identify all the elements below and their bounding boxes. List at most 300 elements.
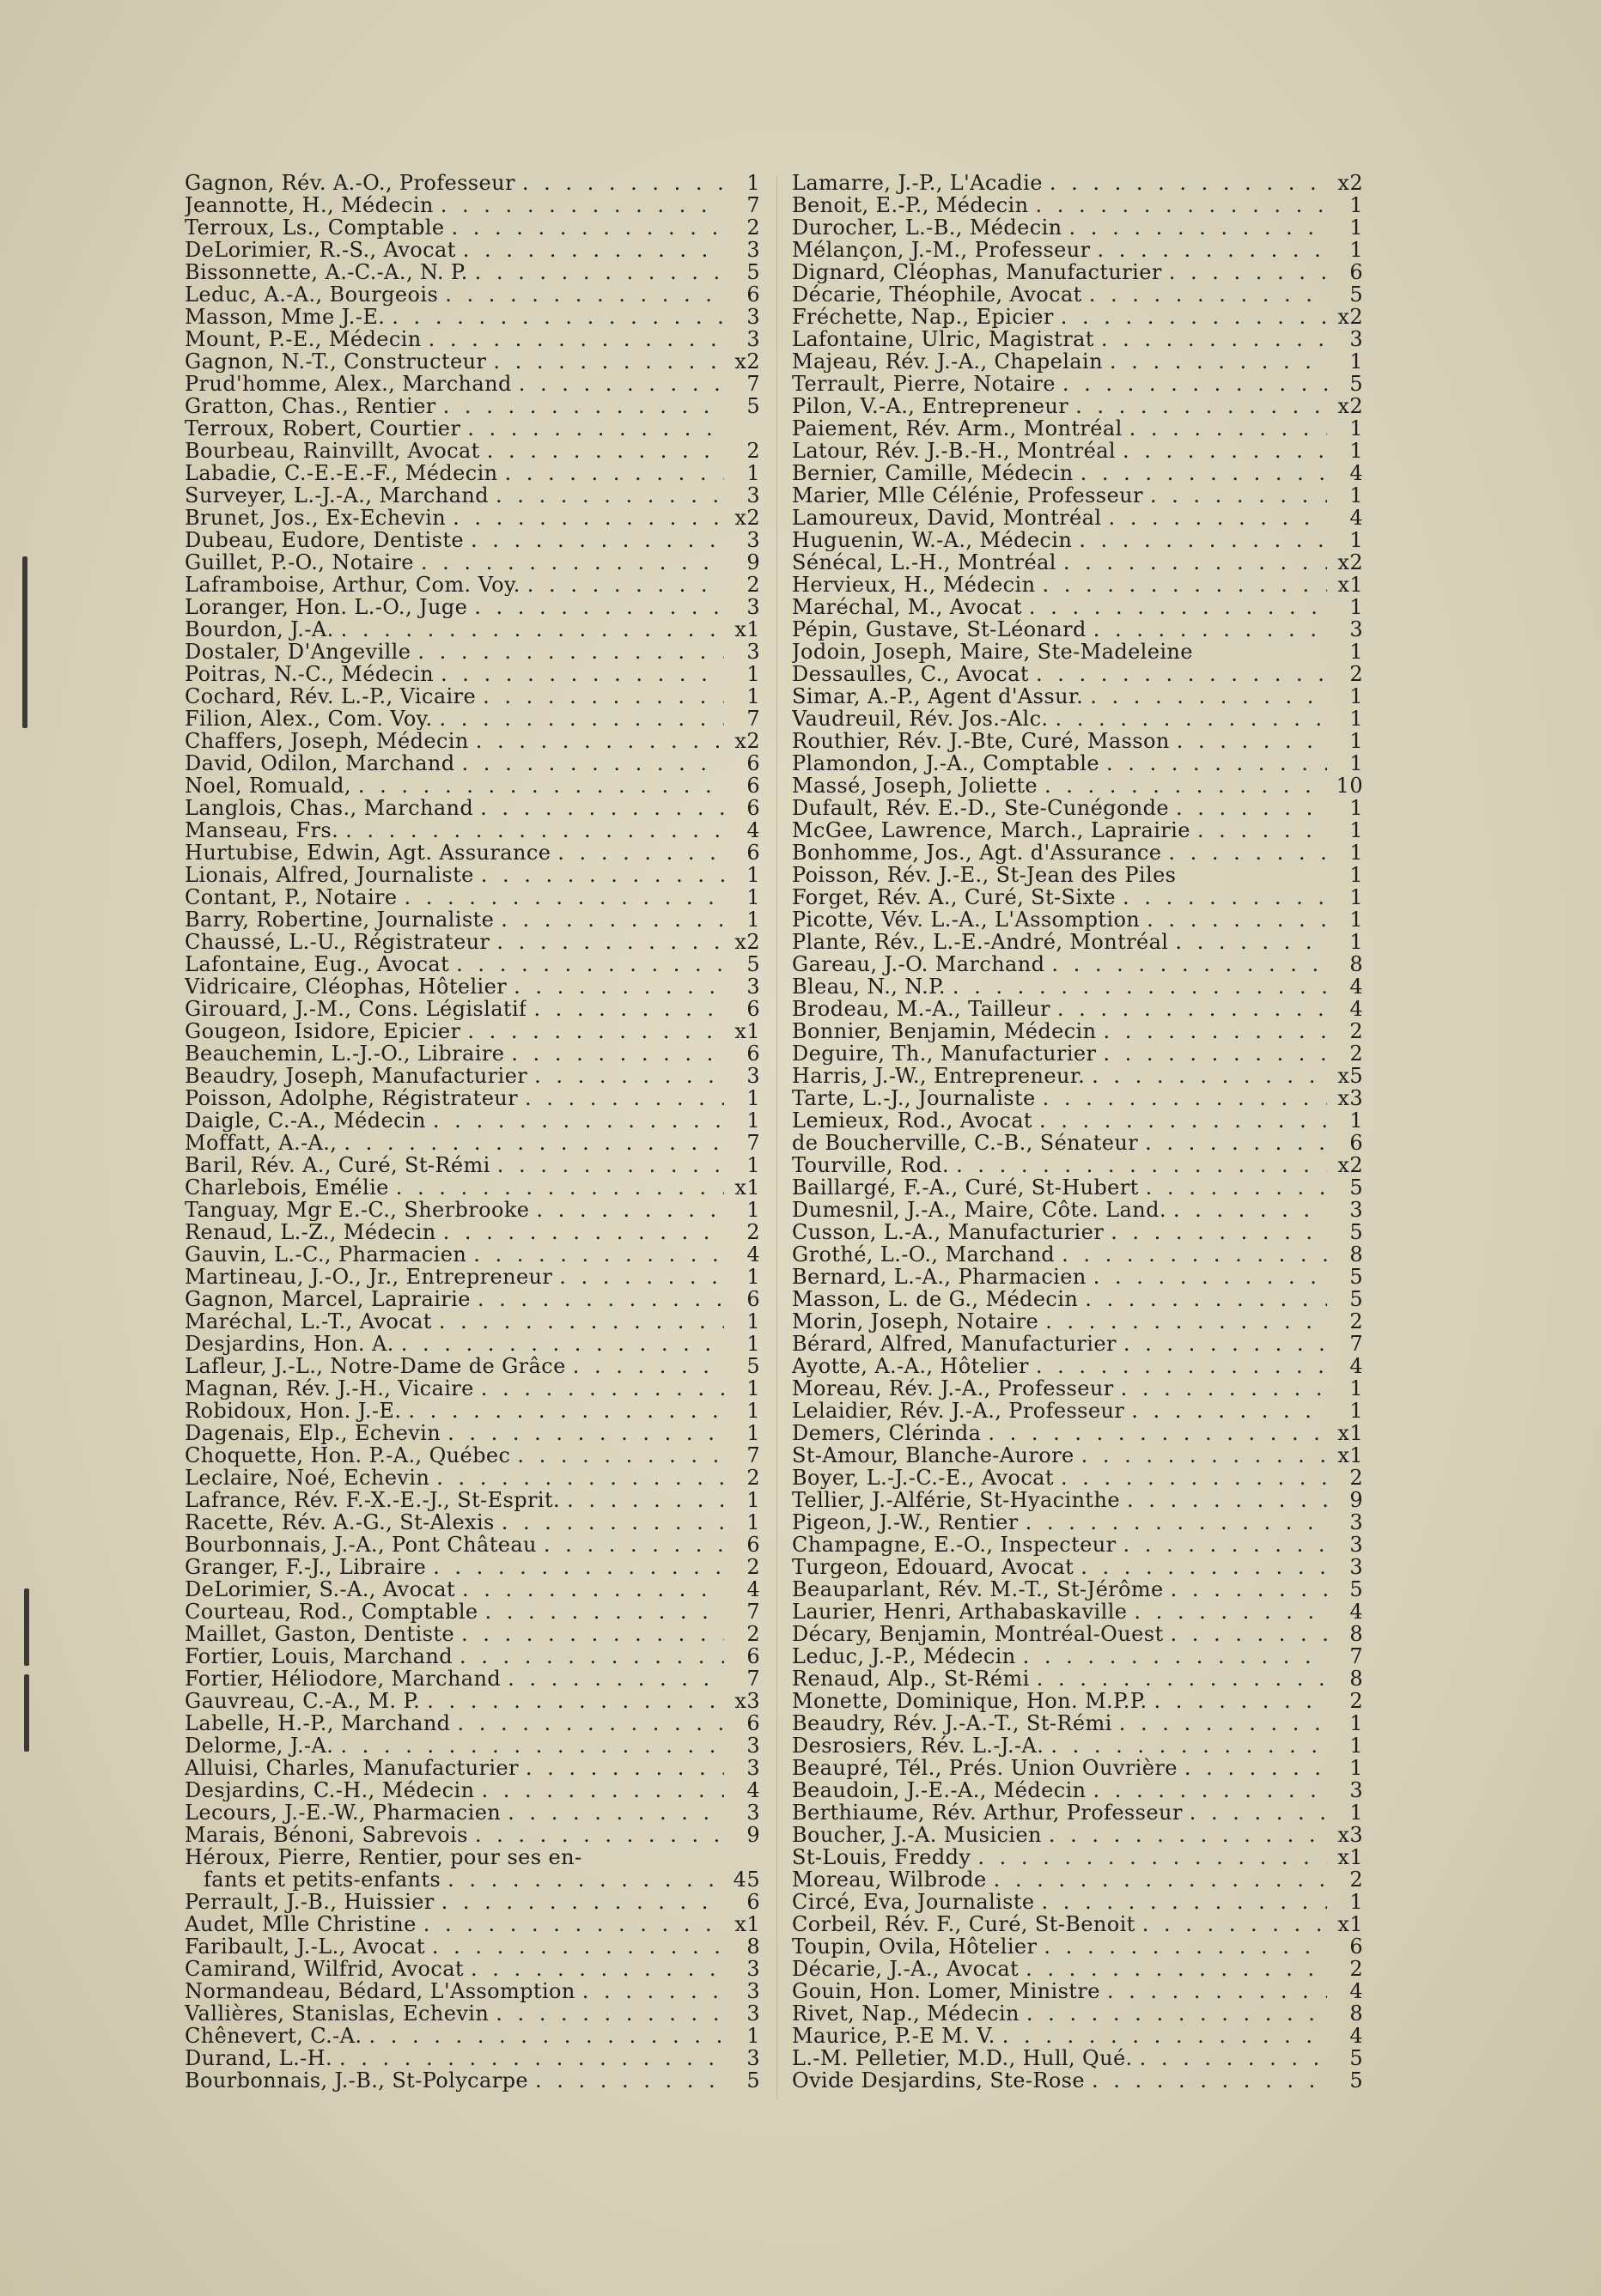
entry-name: Magnan, Rév. J.-H., Vicaire: [185, 1377, 474, 1400]
entry-value: 8: [1349, 2001, 1363, 2026]
entry-value: 3: [746, 2001, 760, 2026]
entry-name: de Boucherville, C.-B., Sénateur: [792, 1132, 1139, 1154]
entry-value: 3: [746, 1734, 760, 1758]
entry-value: 6: [746, 796, 760, 820]
entry-name: Gauvreau, C.-A., M. P.: [185, 1690, 421, 1712]
entry-name: Sénécal, L.-H., Montréal: [792, 551, 1056, 574]
entry-value: 1: [1349, 416, 1363, 440]
entry-name: Baril, Rév. A., Curé, St-Rémi: [185, 1154, 490, 1176]
dot-leader: [498, 462, 725, 484]
entry-value: 2: [746, 1220, 760, 1244]
entry-value: 4: [746, 1778, 760, 1802]
dot-leader: [1143, 484, 1327, 507]
entry-name: Moffatt, A.-A.,: [185, 1132, 338, 1154]
dot-leader: [1056, 373, 1327, 395]
dot-leader: [332, 2047, 724, 2069]
entry-name: Décarie, J.-A., Avocat: [792, 1958, 1020, 1980]
entry-name: Lecours, J.-E.-W., Pharmacien: [185, 1801, 502, 1824]
list-item: [792, 975, 1363, 998]
dot-leader: [467, 596, 724, 618]
list-item: [792, 261, 1363, 283]
entry-value: 5: [1349, 1220, 1363, 1244]
entry-value: x2: [1337, 1153, 1363, 1177]
list-item: [792, 216, 1363, 239]
entry-value: 1: [746, 1198, 760, 1222]
entry-value: 7: [746, 372, 760, 396]
list-item: [185, 1065, 760, 1087]
list-item: [792, 283, 1363, 306]
list-item: [185, 1534, 760, 1556]
entry-value: 3: [1349, 1555, 1363, 1579]
dot-leader: [1127, 1601, 1327, 1623]
entry-value: 5: [1349, 2046, 1363, 2070]
dot-leader: [473, 797, 724, 819]
entry-value: 6: [1349, 260, 1363, 284]
entry-name: Charlebois, Emélie: [185, 1176, 389, 1199]
list-item: [792, 1221, 1363, 1243]
dot-leader: [1135, 1913, 1327, 1935]
list-item: [185, 1980, 760, 2002]
entry-name: Poisson, Adolphe, Régistrateur: [185, 1087, 519, 1109]
list-item: [185, 1801, 760, 1824]
list-item: [792, 1109, 1363, 1132]
entry-value: 1: [1349, 1890, 1363, 1914]
entry-value: 8: [746, 1935, 760, 1959]
entry-name: Dagenais, Elp., Echevin: [185, 1422, 441, 1444]
entry-name: Baillargé, F.-A., Curé, St-Hubert: [792, 1176, 1139, 1199]
entry-name: Terrault, Pierre, Notaire: [792, 373, 1056, 395]
list-item: [792, 663, 1363, 685]
dot-leader: [436, 1221, 724, 1243]
entry-name: Guillet, P.-O., Notaire: [185, 551, 414, 574]
dot-leader: [426, 1556, 724, 1578]
list-item: [792, 1891, 1363, 1913]
list-item: [792, 819, 1363, 841]
list-item: [792, 2025, 1363, 2047]
list-item: [185, 1109, 760, 1132]
list-item: [185, 1310, 760, 1333]
list-item: [792, 953, 1363, 975]
list-item: [185, 1601, 760, 1623]
entry-value: 3: [746, 1957, 760, 1981]
dot-leader: [1117, 1534, 1328, 1556]
list-item: [185, 596, 760, 618]
entry-name: Massé, Joseph, Joliette: [792, 774, 1038, 797]
entry-name: Daigle, C.-A., Médecin: [185, 1109, 426, 1132]
entry-value: 1: [1349, 1734, 1363, 1758]
list-item: [792, 574, 1363, 596]
dot-leader: [1035, 574, 1327, 596]
dot-leader: [1043, 172, 1327, 194]
dot-leader: [1117, 1333, 1327, 1355]
entry-value: 3: [1349, 1533, 1363, 1557]
list-item: [185, 1667, 760, 1690]
entry-name: Loranger, Hon. L.-O., Juge: [185, 596, 468, 618]
entry-name: Leduc, J.-P., Médecin: [792, 1645, 1016, 1667]
list-item: [792, 440, 1363, 462]
dot-leader: [1124, 1400, 1327, 1422]
list-item: [792, 1757, 1363, 1779]
entry-name: Girouard, J.-M., Cons. Législatif: [185, 998, 527, 1020]
entry-name: Bissonnette, A.-C.-A., N. P.: [185, 261, 468, 283]
dot-leader: [1074, 1444, 1327, 1467]
dot-leader: [398, 886, 724, 908]
entry-name: Hurtubise, Edwin, Agt. Assurance: [185, 841, 551, 864]
list-item: [792, 1422, 1363, 1444]
entry-name: Racette, Rév. A.-G., St-Alexis: [185, 1511, 495, 1534]
entry-value: 1: [1349, 439, 1363, 463]
dot-leader: [494, 908, 724, 931]
list-item: [185, 797, 760, 819]
dot-leader: [1042, 1824, 1327, 1846]
entry-value: 5: [1349, 1265, 1363, 1289]
entry-value: 1: [1349, 885, 1363, 909]
dot-leader: [527, 998, 724, 1020]
entry-name: Gagnon, Marcel, Laprairie: [185, 1288, 471, 1310]
list-item: [185, 886, 760, 908]
entry-value: 1: [746, 863, 760, 887]
entry-value: 5: [746, 394, 760, 418]
dot-leader: [1161, 841, 1327, 864]
entry-value: x2: [1337, 171, 1363, 195]
entry-value: 8: [1349, 1667, 1363, 1691]
dot-leader: [1120, 1489, 1327, 1511]
entry-name: Huguenin, W.-A., Médecin: [792, 529, 1073, 551]
list-item: [185, 908, 760, 931]
dot-leader: [1022, 596, 1327, 618]
entry-value: 1: [1349, 707, 1363, 731]
entry-name: Ovide Desjardins, Ste-Rose: [792, 2069, 1085, 2092]
dot-leader: [495, 1511, 724, 1534]
entry-name: Chênevert, C.-A.: [185, 2025, 362, 2047]
entry-value: 3: [746, 595, 760, 619]
list-item: [185, 1891, 760, 1913]
entry-value: 1: [1349, 238, 1363, 262]
entry-value: 3: [746, 1064, 760, 1088]
entry-value: 1: [1349, 595, 1363, 619]
dot-leader: [489, 484, 724, 507]
entry-value: 1: [1349, 818, 1363, 842]
entry-value: 4: [1349, 1979, 1363, 2003]
list-item: [792, 1623, 1363, 1645]
dot-leader: [1190, 819, 1327, 841]
entry-name: Courteau, Rod., Comptable: [185, 1601, 478, 1623]
entry-name: Beaudry, Rév. J.-A.-T., St-Rémi: [792, 1712, 1112, 1734]
entry-value: 2: [746, 1622, 760, 1646]
list-item: [792, 864, 1363, 886]
dot-leader: [1162, 261, 1327, 283]
list-item: [792, 328, 1363, 350]
entry-value: 1: [1349, 216, 1363, 240]
list-item: [185, 306, 760, 328]
dot-leader: [1054, 306, 1327, 328]
dot-leader: [1019, 1511, 1327, 1534]
column-divider: [776, 176, 777, 2099]
entry-name: Gagnon, N.-T., Constructeur: [185, 350, 487, 373]
entry-name: Fortier, Héliodore, Marchand: [185, 1667, 502, 1690]
list-item: [792, 1712, 1363, 1734]
dot-leader: [444, 216, 724, 239]
entry-name: Masson, L. de G., Médecin: [792, 1288, 1079, 1310]
entry-name: Bonnier, Benjamin, Médecin: [792, 1020, 1097, 1042]
list-item: [185, 1556, 760, 1578]
list-item: [792, 1868, 1363, 1891]
dot-leader: [552, 1266, 724, 1288]
entry-value: 7: [746, 707, 760, 731]
entry-value: 2: [746, 573, 760, 597]
dot-leader: [435, 1891, 724, 1913]
dot-leader: [454, 1623, 724, 1645]
dot-leader: [1048, 708, 1327, 730]
dot-leader: [575, 1980, 724, 2002]
dot-leader: [501, 1667, 724, 1690]
dot-leader: [946, 975, 1327, 998]
entry-value: x2: [1337, 550, 1363, 574]
entry-value: 1: [746, 2024, 760, 2048]
entry-value: 1: [1349, 930, 1363, 954]
entry-value: 1: [1349, 751, 1363, 775]
dot-leader: [987, 1868, 1327, 1891]
list-item: [185, 685, 760, 708]
entry-name: Tourville, Rod.: [792, 1154, 950, 1176]
entry-value: 5: [1349, 1287, 1363, 1311]
list-item: [185, 239, 760, 261]
entry-name: Benoit, E.-P., Médecin: [792, 194, 1029, 216]
dot-leader: [1123, 417, 1327, 440]
entry-name: Labadie, C.-E.-E.-F., Médecin: [185, 462, 498, 484]
list-item: [792, 886, 1363, 908]
entry-name: Corbeil, Rév. F., Curé, St-Benoit: [792, 1913, 1135, 1935]
entry-value: 9: [746, 1823, 760, 1847]
entry-value: 5: [1349, 1175, 1363, 1200]
list-item: [185, 2047, 760, 2069]
entry-name: Majeau, Rév. J.-A., Chapelain: [792, 350, 1103, 373]
list-item: [185, 1578, 760, 1601]
dot-leader: [527, 1065, 724, 1087]
list-item: [792, 551, 1363, 574]
entry-value: 2: [1349, 1309, 1363, 1333]
dot-leader: [1170, 730, 1327, 752]
list-item: [792, 1913, 1363, 1935]
entry-value: x3: [734, 1689, 760, 1713]
list-item: [185, 1623, 760, 1645]
dot-leader: [501, 1801, 724, 1824]
entry-name: Bernard, L.-A., Pharmacien: [792, 1266, 1087, 1288]
entry-name: Cochard, Rév. L.-P., Vicaire: [185, 685, 477, 708]
dot-leader: [515, 172, 724, 194]
dot-leader: [1038, 774, 1327, 797]
entry-name: Maréchal, M., Avocat: [792, 596, 1022, 618]
list-item: [185, 1645, 760, 1667]
list-item: [792, 708, 1363, 730]
entry-value: 6: [746, 841, 760, 865]
entry-value: 4: [1349, 1354, 1363, 1378]
entry-value: 1: [1349, 349, 1363, 374]
dot-leader: [528, 2069, 724, 2092]
entry-value: 10: [1336, 774, 1363, 798]
entry-name: Laurier, Henri, Arthabaskaville: [792, 1601, 1128, 1623]
list-item: [792, 1355, 1363, 1377]
entry-name: Dessaulles, C., Avocat: [792, 663, 1029, 685]
dot-leader: [434, 194, 724, 216]
dot-leader: [1044, 953, 1327, 975]
dot-leader: [1020, 2002, 1327, 2025]
entry-name: Langlois, Chas., Marchand: [185, 797, 474, 819]
list-item: [185, 931, 760, 953]
list-item: [792, 1266, 1363, 1288]
list-item: [792, 1935, 1363, 1958]
entry-name: Alluisi, Charles, Manufacturier: [185, 1757, 519, 1779]
list-item: [185, 551, 760, 574]
dot-leader: [422, 328, 724, 350]
list-item: [792, 641, 1363, 663]
entry-value: 1: [1349, 841, 1363, 865]
dot-leader: [460, 417, 724, 440]
list-item: [792, 484, 1363, 507]
list-item: [792, 797, 1363, 819]
list-item: [185, 373, 760, 395]
entry-value: 1: [746, 461, 760, 485]
entry-name: Desrosiers, Rév. L.-J.-A.: [792, 1734, 1044, 1757]
entry-name: Héroux, Pierre, Rentier, pour ses en-: [185, 1846, 582, 1868]
dot-leader: [1183, 1801, 1327, 1824]
dot-leader: [1099, 752, 1327, 774]
entry-name: Bourbeau, Rainvillt, Avocat: [185, 440, 480, 462]
entry-name: Plante, Rév., L.-E.-André, Montréal: [792, 931, 1169, 953]
entry-value: 1: [1349, 483, 1363, 507]
dot-leader: [551, 841, 724, 864]
entry-value: 5: [746, 2068, 760, 2093]
entry-value: 4: [746, 1242, 760, 1266]
list-item: [792, 998, 1363, 1020]
entry-value: 7: [1349, 1332, 1363, 1356]
dot-leader: [1116, 440, 1327, 462]
entry-value: 6: [746, 282, 760, 307]
entry-value: 7: [1349, 1644, 1363, 1668]
list-item: [185, 618, 760, 641]
list-item: [185, 1958, 760, 1980]
dot-leader: [1168, 931, 1327, 953]
dot-leader: [474, 864, 724, 886]
dot-leader: [389, 1176, 724, 1199]
entry-value: 1: [746, 1265, 760, 1289]
entry-name: Audet, Mlle Christine: [185, 1913, 417, 1935]
list-item: [185, 953, 760, 975]
entry-value: 1: [1349, 684, 1363, 708]
list-item: [792, 1288, 1363, 1310]
dot-leader: [1054, 1467, 1327, 1489]
entry-name: Noel, Romuald,: [185, 774, 351, 797]
list-item: [792, 1087, 1363, 1109]
entry-value: 8: [1349, 1242, 1363, 1266]
entry-name: L.-M. Pelletier, M.D., Hull, Qué.: [792, 2047, 1133, 2069]
entry-value: 2: [1349, 1868, 1363, 1892]
entry-value: x2: [734, 506, 760, 530]
entry-value: 6: [1349, 1935, 1363, 1959]
list-item: [792, 1199, 1363, 1221]
entry-value: 1: [1349, 863, 1363, 887]
entry-name: Plamondon, J.-A., Comptable: [792, 752, 1099, 774]
entry-value: 4: [1349, 506, 1363, 530]
entry-name: Mount, P.-E., Médecin: [185, 328, 422, 350]
dot-leader: [426, 1109, 724, 1132]
entry-name: Latour, Rév. J.-B.-H., Montréal: [792, 440, 1117, 462]
entry-name: Harris, J.-W., Entrepreneur.: [792, 1065, 1086, 1087]
binding-mark: [24, 1674, 29, 1752]
entry-value: 1: [1349, 1399, 1363, 1423]
list-item: [185, 641, 760, 663]
list-item: [185, 1377, 760, 1400]
entry-value: 1: [746, 1376, 760, 1400]
entry-name: Tarte, L.-J., Journaliste: [792, 1087, 1036, 1109]
list-item: [185, 1467, 760, 1489]
entry-name: Bourbonnais, J.-A., Pont Château: [185, 1534, 537, 1556]
list-item: [185, 1712, 760, 1734]
dot-leader: [337, 1132, 724, 1154]
dot-leader: [520, 574, 724, 596]
entry-name: Camirand, Wilfrid, Avocat: [185, 1958, 464, 1980]
list-item: [185, 663, 760, 685]
list-item: [792, 462, 1363, 484]
entry-value: 8: [1349, 952, 1363, 976]
dot-leader: [1169, 797, 1327, 819]
entry-name: Bourdon, J.-A.: [185, 618, 334, 641]
dot-leader: [441, 1422, 724, 1444]
entry-value: 3: [746, 1801, 760, 1825]
list-item: [792, 2002, 1363, 2025]
dot-leader: [429, 1467, 724, 1489]
list-item: [792, 350, 1363, 373]
list-item: [185, 328, 760, 350]
dot-leader: [333, 1734, 724, 1757]
entry-name: Dubeau, Eudore, Dentiste: [185, 529, 464, 551]
entry-name: DeLorimier, R.-S., Avocat: [185, 239, 456, 261]
list-item: [792, 1132, 1363, 1154]
list-item: [185, 1444, 760, 1467]
list-item: [185, 216, 760, 239]
binding-mark: [22, 556, 27, 728]
entry-name: Turgeon, Edouard, Avocat: [792, 1556, 1074, 1578]
entry-value: x1: [734, 1175, 760, 1200]
dot-leader: [450, 1712, 724, 1734]
list-item: [792, 1801, 1363, 1824]
entry-name: Gauvin, L.-C., Pharmacien: [185, 1243, 467, 1266]
list-item: [185, 1132, 760, 1154]
dot-leader: [1104, 1221, 1327, 1243]
list-item: [185, 1333, 760, 1355]
entry-name: Contant, P., Notaire: [185, 886, 398, 908]
entry-name: Lafontaine, Eug., Avocat: [185, 953, 450, 975]
entry-name: Beaudoin, J.-E.-A., Médecin: [792, 1779, 1087, 1801]
dot-leader: [1055, 1243, 1327, 1266]
entry-name: Manseau, Frs.: [185, 819, 339, 841]
entry-value: 2: [1349, 1042, 1363, 1066]
dot-leader: [394, 1333, 724, 1355]
entry-name: Durocher, L.-B., Médecin: [792, 216, 1062, 239]
dot-leader: [1074, 1556, 1327, 1578]
entry-name: Chaussé, L.-U., Régistrateur: [185, 931, 490, 953]
entry-name: Moreau, Wilbrode: [792, 1868, 987, 1891]
list-item: [792, 1310, 1363, 1333]
list-item: [185, 507, 760, 529]
dot-leader: [1163, 1623, 1327, 1645]
entry-value: 2: [1349, 1466, 1363, 1490]
dot-leader: [1116, 886, 1327, 908]
dot-leader: [460, 1020, 724, 1042]
entry-name: Bérard, Alfred, Manufacturier: [792, 1333, 1117, 1355]
entry-name: St-Amour, Blanche-Aurore: [792, 1444, 1074, 1467]
entry-value: 1: [746, 1109, 760, 1133]
